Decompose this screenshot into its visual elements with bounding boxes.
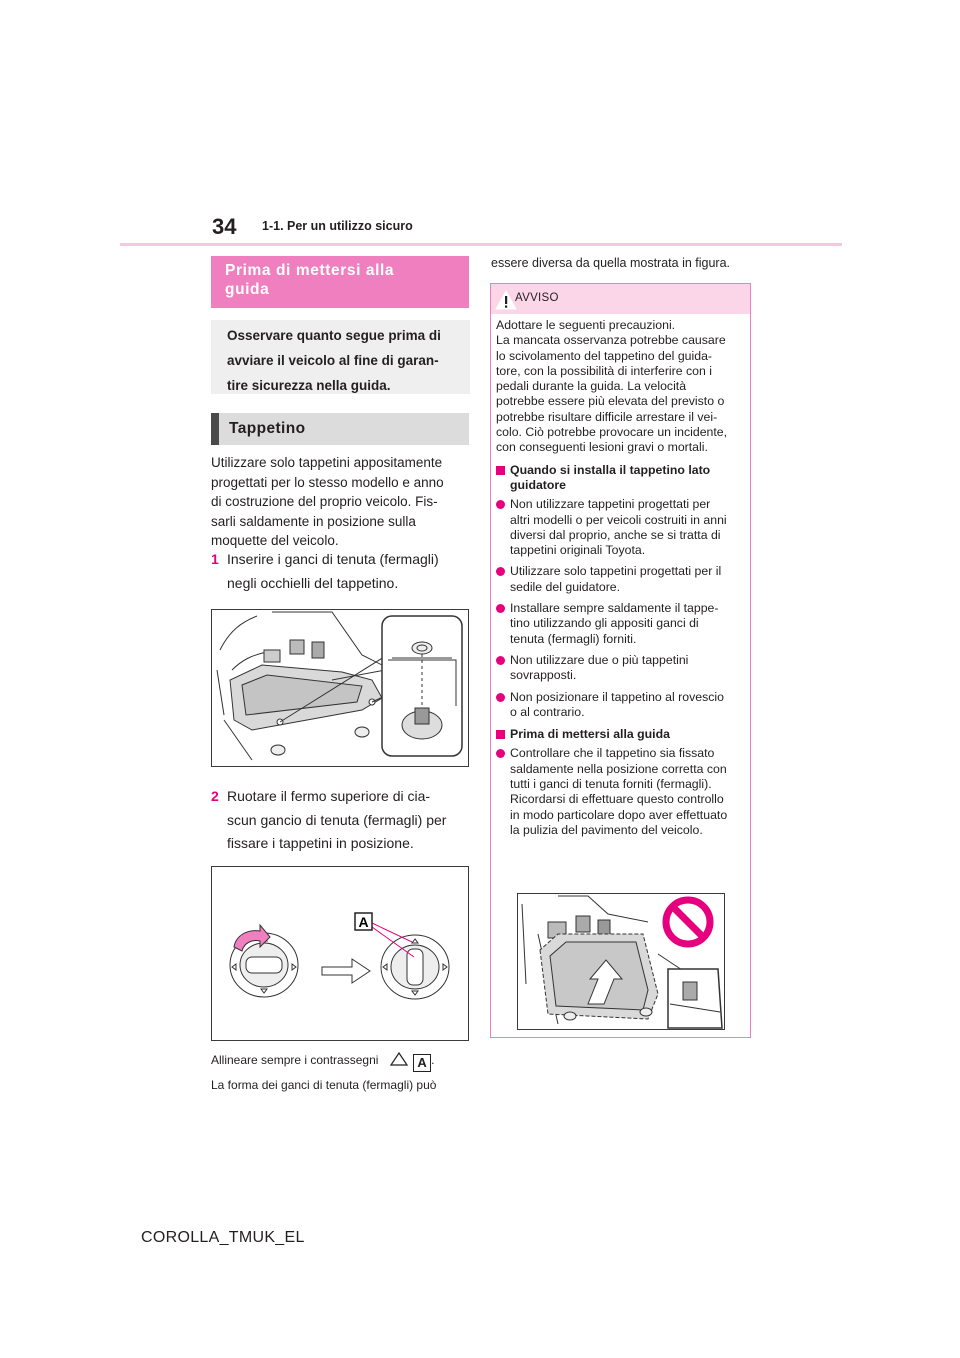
- caption-hook-shape: La forma dei ganci di tenuta (fermagli) può: [211, 1078, 437, 1092]
- triangle-mark-icon: [390, 1052, 408, 1066]
- figure-incorrect-mat: [517, 893, 725, 1030]
- warning-subheading-driver-mat: Quando si installa il tappetino lato guidatore: [496, 463, 746, 494]
- warning-body: [496, 318, 746, 844]
- section-title: 1-1. Per un utilizzo sicuro: [262, 219, 413, 233]
- step-1-number: 1: [211, 551, 219, 567]
- list-item: Non utilizzare due o più tappetini sovrapposti.: [496, 653, 746, 684]
- list-item: Non utilizzare tappetini progettati per altri modelli o per veicoli costruiti in anni diversi dal proprio, anche se si tratta di tappetini originali Toyota.: [496, 497, 746, 558]
- page-number: 34: [212, 214, 237, 239]
- heading-tappetino: Tappetino: [211, 413, 469, 445]
- tappetino-paragraph: Utilizzare solo tappetini appositamente progettati per lo stesso modello e anno di costruzione del proprio veicolo. Fis- sarli saldamente in posizione sulla moquette del veicolo.: [211, 455, 444, 548]
- warning-intro: Adottare le seguenti precauzioni. La mancata osservanza potrebbe causare lo scivolamento del tappetino del guida- tore, con la possibilità di interferire con i pedali durante la guida. La velocità potrebbe essere più elevata del previsto o potrebbe risultare difficile arrestare il vei- colo. Ciò potrebbe provocare un incidente, con conseguenti lesioni gravi o mortali.: [496, 318, 728, 455]
- step-2: 2 Ruotare il fermo superiore di cia- scun gancio di tenuta (fermagli) per fissare i tappetini in posizione.: [211, 785, 471, 857]
- caption-align-marks: Allineare sempre i contrassegni A .: [211, 1053, 435, 1070]
- list-item: Non posizionare il tappetino al rovescio o al contrario.: [496, 690, 746, 721]
- heading-prima-di-mettersi-alla-guida: Prima di mettersi alla guida: [211, 256, 469, 308]
- warning-title: AVVISO: [515, 292, 559, 304]
- clip-rotation-illustration: [212, 867, 468, 1040]
- label-a-badge: A: [413, 1054, 431, 1072]
- header-rule: [120, 243, 842, 246]
- list-item: Installare sempre saldamente il tappe- tino utilizzando gli appositi ganci di tenuta (fermagli) forniti.: [496, 601, 746, 647]
- step-1: 1 Inserire i ganci di tenuta (fermagli) negli occhielli del tappetino.: [211, 548, 471, 596]
- list-item: Utilizzare solo tappetini progettati per il sedile del guidatore.: [496, 564, 746, 595]
- intro-box: Osservare quanto segue prima di avviare il veicolo al fine di garan- tire sicurezza nella guida.: [211, 320, 470, 394]
- list-item: Controllare che il tappetino sia fissato saldamente nella posizione corretta con tutti i ganci di tenuta forniti (fermagli). Ricordarsi di effettuare questo controllo in modo particolare dopo aver effettuato la pulizia del pavimento del veicolo.: [496, 746, 746, 838]
- continuation-text: essere diversa da quella mostrata in figura.: [491, 256, 731, 270]
- warning-subheading-before-driving: Prima di mettersi alla guida: [496, 727, 746, 742]
- floor-mat-illustration: [212, 610, 468, 766]
- step-2-number: 2: [211, 788, 219, 804]
- footer-model-code: COROLLA_TMUK_EL: [141, 1229, 305, 1246]
- incorrect-mat-illustration: [518, 894, 724, 1029]
- figure-rotate-clip: [211, 866, 469, 1041]
- figure-label-a: A: [358, 914, 369, 930]
- figure-floor-mat-hooks: [211, 609, 469, 767]
